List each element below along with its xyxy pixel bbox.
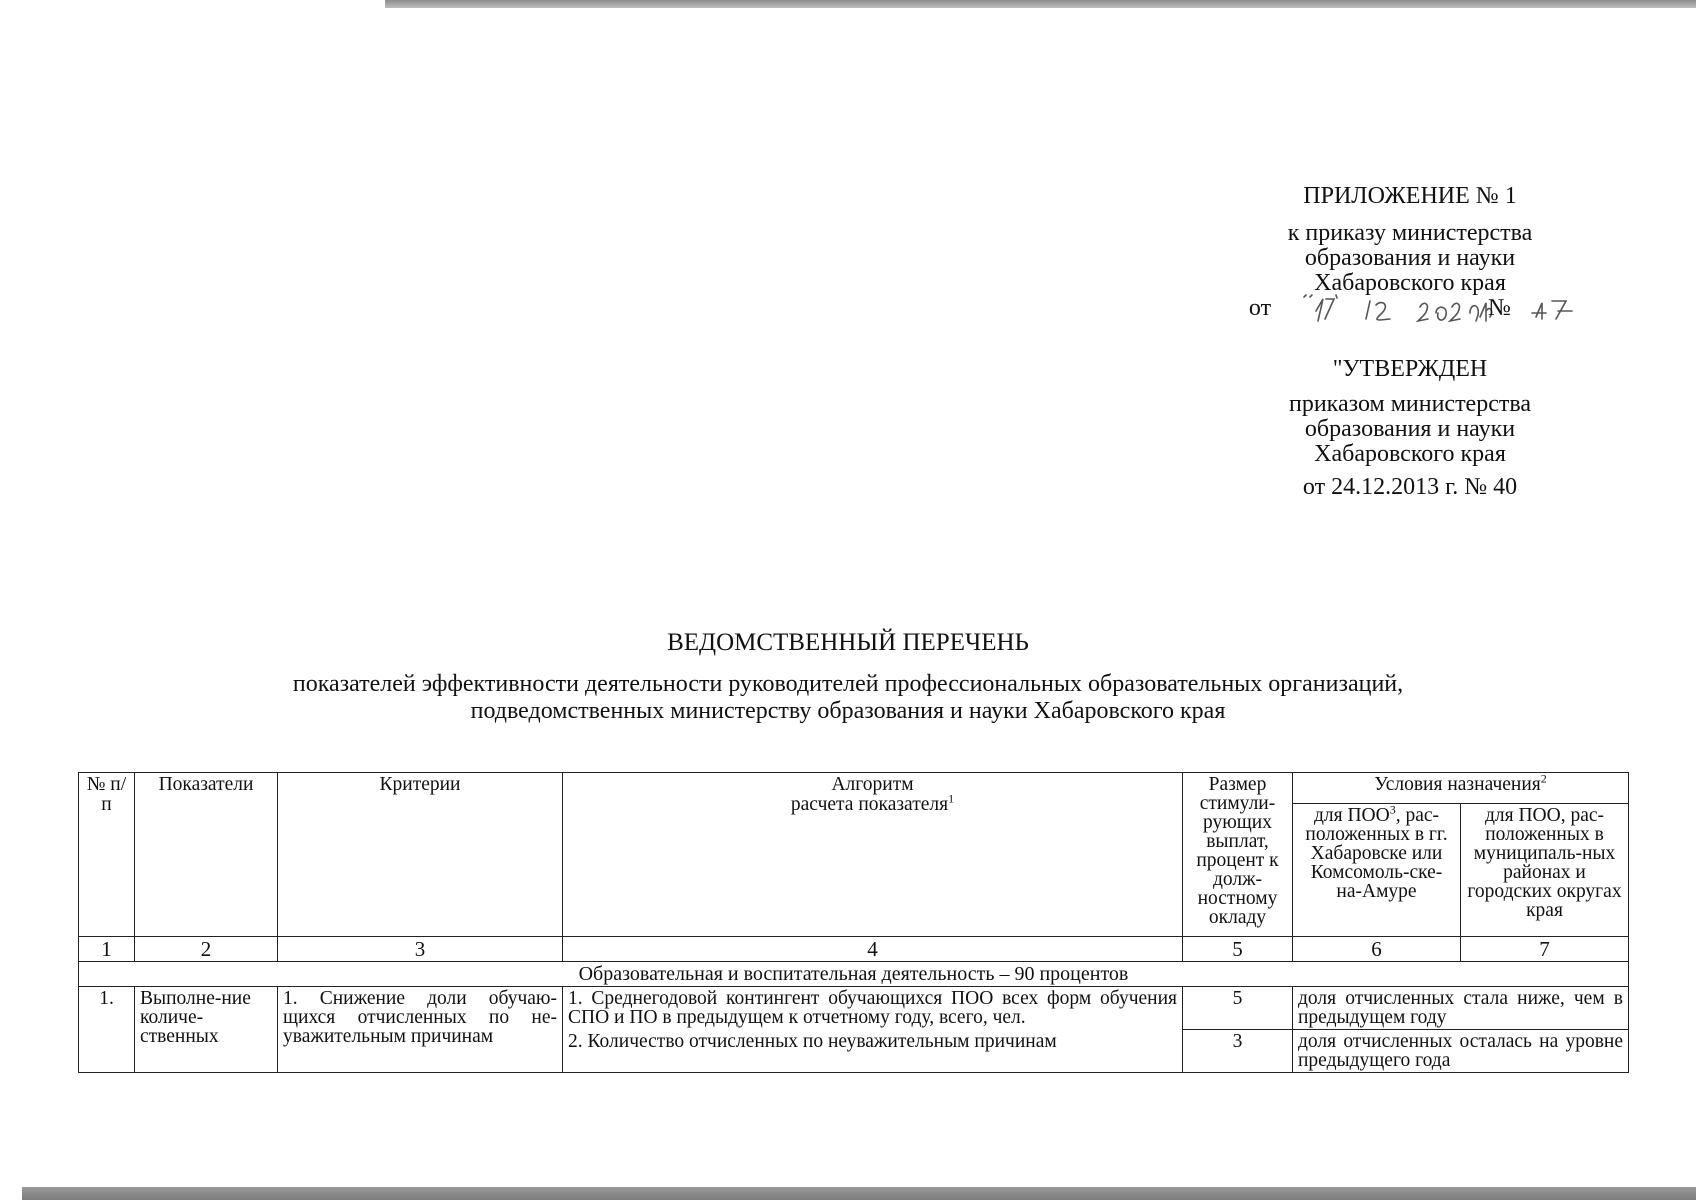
column-number-row — [79, 937, 1629, 962]
table-header-row — [79, 773, 1629, 804]
column-number: 2 — [135, 937, 278, 962]
header-indicators: Показатели — [135, 773, 278, 937]
column-number: 6 — [1293, 937, 1461, 962]
appendix-block — [1230, 184, 1590, 500]
handwritten-date-signature — [1300, 291, 1590, 325]
row-num: 1. — [79, 987, 135, 1073]
row-indicator: Выполне-ние количе-ственных — [135, 987, 278, 1073]
row-algorithm-1: 1. Среднегодовой контингент обучающихся ПОО всех форм обучения СПО и ПО в предыдущем к отчетному году, всего, чел. — [563, 987, 1183, 1030]
number-sign: № — [1488, 295, 1511, 321]
header-cond-district: для ПОО, рас-положенных в муниципаль-ных районах и городских округах края — [1461, 804, 1629, 937]
approved-by-line: Хабаровского края — [1314, 441, 1506, 467]
scan-edge-bottom — [22, 1187, 1696, 1200]
approved-by-line: образования и науки — [1304, 416, 1516, 442]
row-size-1: 5 — [1183, 987, 1293, 1030]
header-num: № п/п — [79, 773, 135, 937]
row-criterion: 1. Снижение доли обучаю-щихся отчисленных по не-уважительным причинам — [278, 987, 563, 1073]
column-number: 5 — [1183, 937, 1293, 962]
header-size: Размер стимули-рующих выплат, процент к долж-ностному окладу — [1183, 773, 1293, 937]
subtitle-line: показателей эффективности деятельности руководителей профессиональных образовательных организаций, — [292, 671, 1404, 697]
appendix-title: ПРИЛОЖЕНИЕ № 1 — [1303, 183, 1517, 209]
header-algorithm-title: Алгоритм — [831, 774, 914, 795]
approved-title: "УТВЕРЖДЕН — [1332, 356, 1488, 382]
header-cond-city — [1293, 804, 1461, 937]
row-algorithm-2: 2. Количество отчисленных по неуважительным причинам — [563, 1030, 1183, 1073]
footnote-marker: 2 — [1540, 771, 1547, 786]
row-condition-2: доля отчисленных осталась на уровне предыдущего года — [1293, 1030, 1629, 1073]
footnote-marker: 3 — [1389, 802, 1396, 817]
approved-by-line: приказом министерства — [1288, 391, 1532, 417]
header-criteria: Критерии — [278, 773, 563, 937]
header-algorithm-sub: расчета показателя — [790, 794, 949, 815]
header-cond-city-b: , рас-положенных в гг. Хабаровске или Комсомоль-ске-на-Амуре — [1305, 805, 1448, 902]
date-prefix: от — [1248, 295, 1272, 321]
document-subtitle — [0, 671, 1696, 725]
section-row — [79, 962, 1629, 987]
header-algorithm — [563, 773, 1183, 937]
column-number: 4 — [563, 937, 1183, 962]
approved-date: от 24.12.2013 г. № 40 — [1302, 474, 1518, 500]
column-number: 3 — [278, 937, 563, 962]
appendix-order-line: образования и науки — [1304, 245, 1516, 271]
header-cond-city-a: для ПОО — [1313, 805, 1390, 826]
footnote-marker: 1 — [948, 791, 955, 806]
scan-edge-top — [385, 0, 1696, 8]
column-number: 7 — [1461, 937, 1629, 962]
appendix-order-date — [1230, 296, 1590, 321]
document-title: ВЕДОМСТВЕННЫЙ ПЕРЕЧЕНЬ — [667, 629, 1029, 656]
section-title: Образовательная и воспитательная деятельность – 90 процентов — [79, 962, 1629, 987]
row-condition-1: доля отчисленных стала ниже, чем в предыдущем году — [1293, 987, 1629, 1030]
appendix-order-line: Хабаровского края — [1314, 270, 1506, 296]
subtitle-line: подведомственных министерству образования и науки Хабаровского края — [470, 698, 1226, 724]
appendix-order-line: к приказу министерства — [1287, 220, 1533, 246]
indicators-table — [78, 772, 1629, 1073]
header-conditions — [1293, 773, 1629, 804]
row-size-2: 3 — [1183, 1030, 1293, 1073]
header-conditions-title: Условия назначения — [1374, 774, 1541, 795]
column-number: 1 — [79, 937, 135, 962]
table-row — [79, 987, 1629, 1030]
